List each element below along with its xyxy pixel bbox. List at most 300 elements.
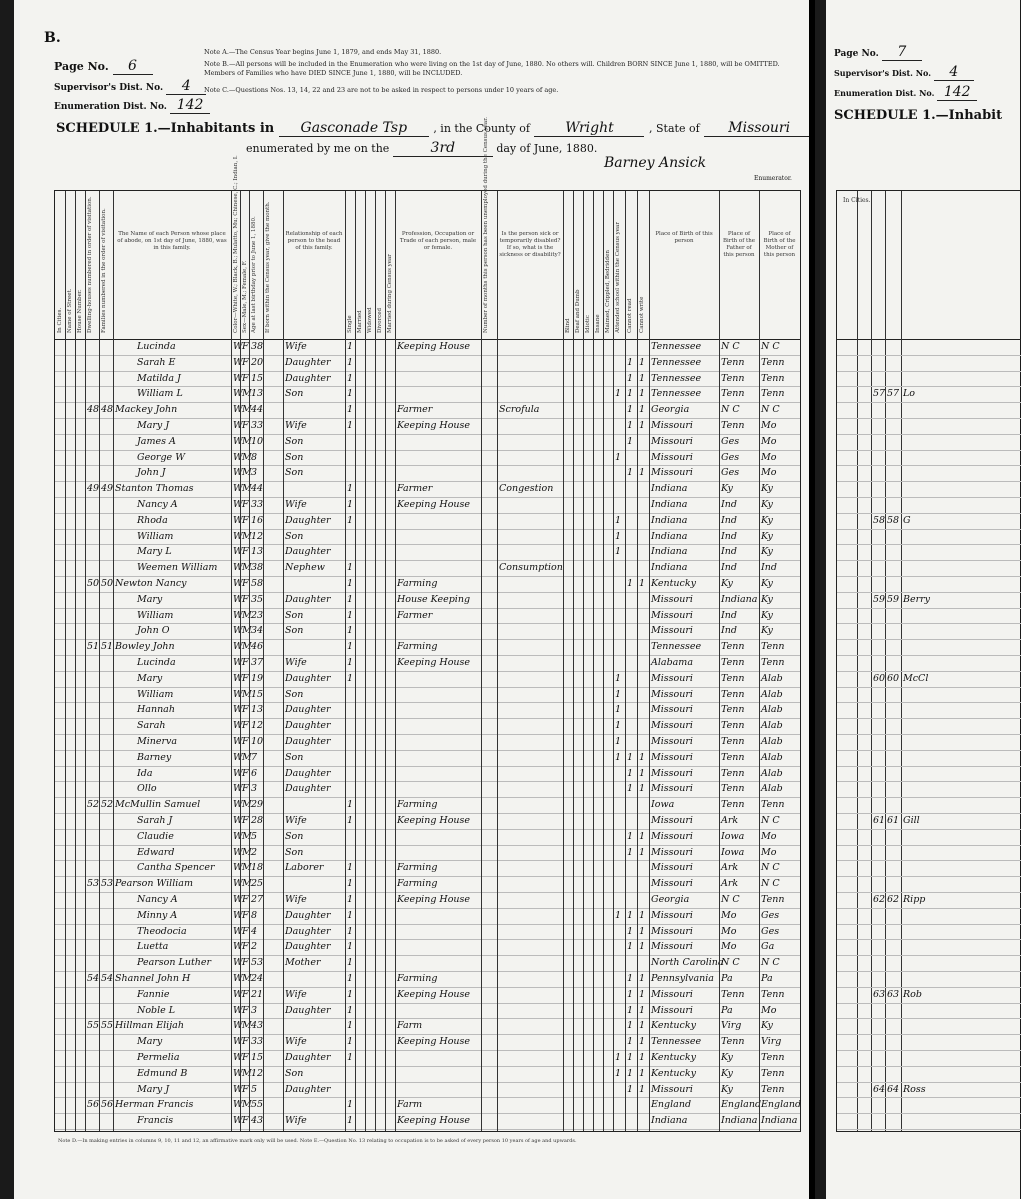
cell-cond: 1 [347, 388, 354, 400]
cell-mother: Tenn [761, 1052, 785, 1063]
cell-name: Hillman Elijah [115, 1020, 184, 1032]
cell-age: 37 [251, 657, 264, 668]
right-cell-name: G [903, 514, 911, 526]
note-a: Note A.—The Census Year begins June 1, 1879, and ends May 31, 1880. [204, 48, 442, 56]
cell-sex: F [242, 941, 249, 953]
cell-dw: 51 [87, 641, 100, 653]
cell-dw: 48 [87, 404, 100, 416]
cell-color: W [233, 435, 243, 447]
cell-rel: Son [285, 467, 304, 479]
census-row [55, 813, 800, 830]
cell-name: Mackey John [115, 404, 178, 416]
cell-read: 1 [627, 578, 634, 589]
cell-rel: Mother [285, 957, 321, 969]
cell-birth: Kentucky [651, 1020, 696, 1032]
column-divider [719, 191, 720, 1131]
right-cell-fam: 62 [887, 894, 900, 905]
binding-gap [809, 0, 815, 1199]
right-census-row [837, 766, 1021, 783]
cell-sex: F [242, 657, 249, 668]
cell-age: 29 [251, 799, 264, 811]
cell-age: 38 [251, 562, 264, 574]
cell-color: W [233, 957, 243, 969]
cell-occ: Farm [397, 1099, 423, 1111]
census-row [55, 939, 800, 956]
cell-name: Edmund B [137, 1067, 188, 1079]
cell-father: Ky [721, 1067, 733, 1079]
right-page-label: Page No. [834, 49, 879, 59]
cell-school: 1 [615, 704, 622, 716]
right-enumeration-label: Enumeration Dist. No. [834, 88, 935, 98]
cell-write: 1 [639, 1036, 646, 1048]
cell-write: 1 [639, 925, 646, 937]
column-header: Name of Street. [67, 288, 73, 333]
census-row [55, 750, 800, 767]
cell-rel: Son [285, 625, 304, 637]
cell-name: Herman Francis [115, 1099, 194, 1111]
cell-rel: Son [285, 435, 304, 447]
cell-cond: 1 [347, 499, 354, 510]
cell-color: W [233, 767, 243, 779]
cell-read: 1 [627, 404, 634, 416]
census-row [55, 1066, 800, 1083]
note-c: Note C.—Questions Nos. 13, 14, 22 and 23 are not to be asked in respect to persons under 10 years of age. [204, 86, 559, 94]
cell-birth: Missouri [651, 704, 693, 716]
cell-write: 1 [639, 909, 646, 921]
right-cell-dw: 60 [873, 672, 886, 684]
cell-mother: Indiana [761, 1115, 798, 1127]
cell-sex: M [242, 878, 252, 890]
cell-sex: F [242, 341, 249, 352]
cell-mother: Ky [761, 1020, 773, 1032]
cell-father: Tenn [721, 420, 745, 431]
cell-father: Indiana [721, 593, 758, 605]
cell-sex: F [242, 957, 249, 969]
right-census-row [837, 892, 1021, 909]
census-row [55, 529, 800, 546]
column-header: Single [347, 315, 353, 333]
right-census-row [837, 623, 1021, 640]
census-row [55, 892, 800, 909]
cell-sex: M [242, 435, 252, 447]
cell-name: Nancy A [137, 499, 178, 510]
cell-mother: Tenn [761, 388, 785, 400]
cell-mother: Ky [761, 593, 773, 605]
cell-write: 1 [639, 1083, 646, 1095]
cell-birth: Tennessee [651, 388, 702, 400]
right-cell-name: Lo [903, 388, 916, 400]
cell-father: Tenn [721, 704, 745, 716]
cell-rel: Wife [285, 815, 307, 826]
cell-age: 44 [251, 404, 264, 416]
column-divider [395, 191, 396, 1131]
cell-mother: Alab [761, 783, 783, 795]
census-row [55, 797, 800, 814]
cell-rel: Son [285, 451, 304, 463]
cell-write: 1 [639, 1052, 646, 1063]
cell-father: N C [721, 404, 740, 416]
cell-name: James A [137, 435, 176, 447]
cell-school: 1 [615, 1067, 622, 1079]
census-row [55, 1034, 800, 1051]
cell-mother: Alab [761, 688, 783, 700]
cell-age: 20 [251, 356, 264, 368]
cell-mother: Tenn [761, 799, 785, 811]
cell-write: 1 [639, 830, 646, 842]
cell-color: W [233, 783, 243, 795]
cell-sick: Congestion [499, 483, 554, 495]
cell-father: Ges [721, 451, 740, 463]
cell-age: 2 [251, 941, 258, 953]
cell-name: William [137, 688, 174, 700]
cell-name: Cantha Spencer [137, 862, 215, 874]
cell-mother: Virg [761, 1036, 782, 1048]
cell-father: Tenn [721, 767, 745, 779]
cell-color: W [233, 909, 243, 921]
cell-age: 15 [251, 372, 264, 384]
cell-occ: Farming [397, 799, 438, 811]
cell-father: N C [721, 894, 740, 905]
cell-dw: 49 [87, 483, 100, 495]
cell-mother: Tenn [761, 1083, 785, 1095]
cell-occ: Keeping House [397, 1036, 471, 1048]
cell-occ: Keeping House [397, 815, 471, 826]
cell-age: 5 [251, 830, 258, 842]
cell-birth: Kentucky [651, 1067, 696, 1079]
cell-father: Mo [721, 925, 737, 937]
column-header: Attended school within the Census year [615, 222, 621, 333]
cell-mother: Tenn [761, 372, 785, 384]
cell-color: W [233, 514, 243, 526]
cell-age: 38 [251, 341, 264, 352]
column-header: Cannot read [627, 298, 633, 333]
cell-name: Mary [137, 593, 163, 605]
right-census-row [837, 386, 1021, 403]
cell-name: Noble L [137, 1004, 176, 1016]
cell-birth: Missouri [651, 625, 693, 637]
cell-name: Hannah [137, 704, 175, 716]
column-divider [385, 191, 386, 1131]
right-census-table [836, 190, 1021, 1132]
cell-name: George W [137, 451, 185, 463]
cell-occ: Farmer [397, 483, 433, 495]
cell-write: 1 [639, 372, 646, 384]
cell-rel: Son [285, 609, 304, 621]
cell-cond: 1 [347, 1099, 354, 1111]
census-row [55, 1082, 800, 1099]
cell-sex: M [242, 483, 252, 495]
cell-dw: 54 [87, 973, 100, 984]
column-divider [85, 191, 86, 1131]
cell-sex: F [242, 499, 249, 510]
column-divider [375, 191, 376, 1131]
cell-rel: Daughter [285, 767, 331, 779]
cell-color: W [233, 530, 243, 542]
cell-read: 1 [627, 372, 634, 384]
cell-color: W [233, 372, 243, 384]
cell-cond: 1 [347, 420, 354, 431]
right-census-row [837, 1018, 1021, 1035]
cell-rel: Daughter [285, 514, 331, 526]
cell-name: Weemen William [137, 562, 218, 574]
cell-father: Mo [721, 941, 737, 953]
cell-mother: N C [761, 404, 780, 416]
right-census-row [837, 955, 1021, 972]
cell-name: Rhoda [137, 514, 168, 526]
cell-rel: Son [285, 751, 304, 763]
column-header: Families numbered in the order of visitation. [101, 208, 107, 333]
cell-name: Nancy A [137, 894, 178, 905]
right-census-row [837, 813, 1021, 830]
cell-name: Ollo [137, 783, 157, 795]
cell-write: 1 [639, 973, 646, 984]
cell-sex: F [242, 894, 249, 905]
cell-color: W [233, 862, 243, 874]
cell-rel: Son [285, 530, 304, 542]
right-supervisor-block [834, 64, 974, 81]
cell-mother: Alab [761, 751, 783, 763]
cell-color: W [233, 499, 243, 510]
cell-mother: Alab [761, 767, 783, 779]
cell-occ: Keeping House [397, 894, 471, 905]
cell-sex: M [242, 609, 252, 621]
cell-rel: Wife [285, 1036, 307, 1048]
cell-name: Newton Nancy [115, 578, 187, 589]
cell-cond: 1 [347, 799, 354, 811]
cell-sex: F [242, 704, 249, 716]
census-row [55, 434, 800, 451]
cell-sex: M [242, 625, 252, 637]
census-row [55, 734, 800, 751]
cell-rel: Daughter [285, 672, 331, 684]
right-census-row [837, 639, 1021, 656]
cell-rel: Wife [285, 657, 307, 668]
cell-father: Iowa [721, 846, 745, 858]
cell-fam: 56 [101, 1099, 114, 1111]
right-census-row [837, 465, 1021, 482]
column-divider [573, 191, 574, 1131]
cell-age: 33 [251, 1036, 264, 1048]
schedule-title-line [56, 120, 814, 137]
right-census-row [837, 924, 1021, 941]
cell-color: W [233, 467, 243, 479]
cell-father: Iowa [721, 830, 745, 842]
cell-color: W [233, 799, 243, 811]
census-row [55, 560, 800, 577]
state: Missouri [704, 120, 814, 137]
cell-name: Mary J [137, 420, 170, 431]
column-header: Blind [565, 318, 571, 333]
cell-rel: Daughter [285, 1052, 331, 1063]
right-cell-fam: 64 [887, 1083, 900, 1095]
cell-color: W [233, 830, 243, 842]
right-census-row [837, 529, 1021, 546]
cell-sick: Scrofula [499, 404, 540, 416]
cell-sex: M [242, 799, 252, 811]
cell-sex: F [242, 1036, 249, 1048]
cell-age: 53 [251, 957, 264, 969]
census-row [55, 592, 800, 609]
cell-sex: M [242, 641, 252, 653]
cell-name: Stanton Thomas [115, 483, 194, 495]
cell-sick: Consumption [499, 562, 563, 574]
cell-name: Barney [137, 751, 172, 763]
right-enumeration-block [834, 84, 977, 101]
column-divider [263, 191, 264, 1131]
column-header: Married [357, 310, 363, 333]
cell-birth: Missouri [651, 862, 693, 874]
column-divider [497, 191, 498, 1131]
column-divider [583, 191, 584, 1131]
right-supervisor-label: Supervisor's Dist. No. [834, 68, 932, 78]
cell-mother: Ind [761, 562, 777, 574]
cell-father: Ark [721, 862, 739, 874]
cell-birth: Missouri [651, 720, 693, 732]
cell-read: 1 [627, 751, 634, 763]
cell-color: W [233, 720, 243, 732]
cell-cond: 1 [347, 1115, 354, 1127]
cell-fam: 49 [101, 483, 114, 495]
cell-color: W [233, 404, 243, 416]
right-cell-fam: 59 [887, 593, 900, 605]
census-row [55, 829, 800, 846]
cell-sex: M [242, 688, 252, 700]
right-supervisor-number: 4 [934, 64, 974, 81]
cell-age: 16 [251, 514, 264, 526]
cell-father: Ky [721, 1083, 733, 1095]
right-census-row [837, 371, 1021, 388]
cell-read: 1 [627, 467, 634, 479]
cell-father: Tenn [721, 783, 745, 795]
cell-age: 34 [251, 625, 264, 637]
enumerated-label: enumerated by me on the [246, 142, 390, 155]
cell-color: W [233, 657, 243, 668]
cell-age: 23 [251, 609, 264, 621]
cell-cond: 1 [347, 404, 354, 416]
right-page-number: 7 [882, 44, 922, 61]
cell-cond: 1 [347, 1052, 354, 1063]
cell-sex: M [242, 830, 252, 842]
cell-age: 33 [251, 499, 264, 510]
right-cell-dw: 58 [873, 514, 886, 526]
cell-mother: Tenn [761, 894, 785, 905]
cell-age: 21 [251, 988, 264, 1000]
cell-sex: F [242, 815, 249, 826]
census-row [55, 371, 800, 388]
right-census-row [837, 860, 1021, 877]
cell-father: Ind [721, 562, 737, 574]
cell-write: 1 [639, 846, 646, 858]
cell-birth: Indiana [651, 483, 688, 495]
cell-read: 1 [627, 420, 634, 431]
cell-mother: Ky [761, 483, 773, 495]
cell-sex: F [242, 1115, 249, 1127]
cell-fam: 55 [101, 1020, 114, 1032]
cell-sex: M [242, 846, 252, 858]
right-cell-dw: 63 [873, 988, 886, 1000]
census-row [55, 655, 800, 672]
cell-name: Bowley John [115, 641, 175, 653]
cell-birth: Missouri [651, 609, 693, 621]
cell-dw: 53 [87, 878, 100, 890]
cell-sex: M [242, 404, 252, 416]
right-schedule-title: SCHEDULE 1.—Inhabit [834, 108, 1003, 123]
cell-birth: Missouri [651, 783, 693, 795]
cell-age: 55 [251, 1099, 264, 1111]
cell-mother: Mo [761, 467, 777, 479]
cell-color: W [233, 1099, 243, 1111]
column-divider [613, 191, 614, 1131]
cell-rel: Daughter [285, 720, 331, 732]
cell-mother: Tenn [761, 1067, 785, 1079]
cell-cond: 1 [347, 609, 354, 621]
cell-color: W [233, 420, 243, 431]
cell-rel: Wife [285, 988, 307, 1000]
county: Wright [534, 120, 644, 137]
cell-age: 28 [251, 815, 264, 826]
census-row [55, 687, 800, 704]
cell-age: 10 [251, 435, 264, 447]
cell-father: Tenn [721, 356, 745, 368]
cell-cond: 1 [347, 372, 354, 384]
cell-age: 7 [251, 751, 258, 763]
right-census-row [837, 1066, 1021, 1083]
cell-name: Pearson William [115, 878, 193, 890]
right-cell-name: Ross [903, 1083, 926, 1095]
cell-write: 1 [639, 388, 646, 400]
cell-occ: Farming [397, 578, 438, 589]
cell-mother: N C [761, 862, 780, 874]
cell-name: William L [137, 388, 183, 400]
cell-write: 1 [639, 578, 646, 589]
cell-mother: Tenn [761, 988, 785, 1000]
cell-write: 1 [639, 1004, 646, 1016]
cell-rel: Daughter [285, 704, 331, 716]
cell-mother: Ges [761, 925, 780, 937]
right-census-row [837, 797, 1021, 814]
cell-read: 1 [627, 767, 634, 779]
cell-age: 10 [251, 736, 264, 747]
cell-cond: 1 [347, 514, 354, 526]
census-row [55, 497, 800, 514]
cell-age: 33 [251, 420, 264, 431]
right-census-row [837, 702, 1021, 719]
cell-dw: 50 [87, 578, 100, 589]
census-row [55, 355, 800, 372]
right-enumeration-number: 142 [937, 84, 977, 101]
cell-cond: 1 [347, 483, 354, 495]
cell-father: Ind [721, 609, 737, 621]
cell-birth: Tennessee [651, 356, 702, 368]
right-cell-name: Gill [903, 815, 920, 826]
cell-rel: Son [285, 388, 304, 400]
cell-birth: Tennessee [651, 1036, 702, 1048]
cell-father: Ky [721, 1052, 733, 1063]
cell-name: Mary L [137, 546, 172, 558]
cell-birth: Indiana [651, 514, 688, 526]
cell-read: 1 [627, 356, 634, 368]
right-census-row [837, 939, 1021, 956]
column-header: Place of Birth of the Mother of this person [763, 231, 796, 258]
cell-cond: 1 [347, 657, 354, 668]
right-cell-fam: 57 [887, 388, 900, 400]
cell-sex: M [242, 862, 252, 874]
column-divider [593, 191, 594, 1131]
cell-color: W [233, 593, 243, 605]
cell-rel: Daughter [285, 736, 331, 747]
right-census-row [837, 481, 1021, 498]
page-label: Page No. [54, 60, 109, 73]
